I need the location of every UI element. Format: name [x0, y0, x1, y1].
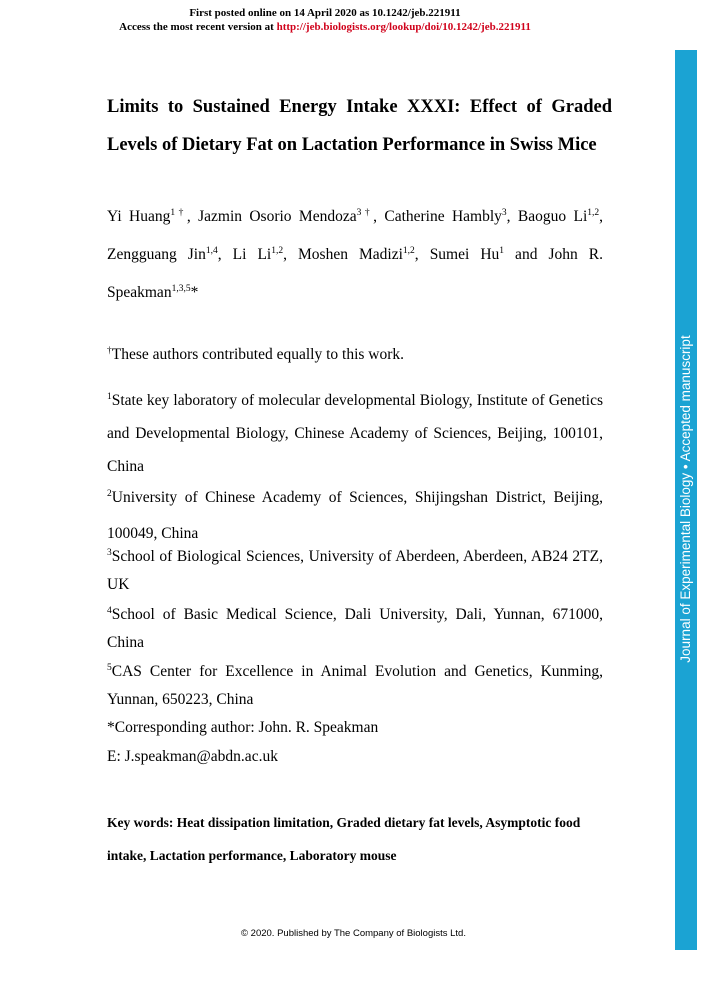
author-separator: ,	[283, 246, 299, 263]
affiliation-2	[107, 480, 603, 552]
affiliation-number: 4	[107, 606, 112, 616]
dagger-mark: †	[107, 346, 112, 356]
author-separator: ,	[186, 208, 199, 225]
author-affiliation-marks: 1,2	[271, 246, 284, 256]
author-name: Li Li	[232, 246, 272, 263]
affiliation-1	[107, 384, 603, 483]
page-header	[0, 6, 650, 34]
author-affiliation-marks: 1,3,5	[171, 284, 191, 294]
author-name: Catherine Hambly	[384, 208, 502, 225]
affiliation-number: 2	[107, 489, 112, 499]
posted-online-line: First posted online on 14 April 2020 as 10.1242/jeb.221911	[189, 7, 461, 19]
author-name: Sumei Hu	[429, 246, 500, 263]
recent-version-line	[0, 20, 650, 34]
affiliation-3	[107, 543, 603, 599]
author-affiliation-marks: 1,2	[402, 246, 415, 256]
author-separator: ,	[373, 208, 385, 225]
author-separator: *	[190, 284, 199, 301]
sidebar-label: Journal of Experimental Biology • Accepted manuscript	[678, 335, 693, 663]
author-affiliation-marks: 3†	[356, 208, 374, 218]
author-affiliation-marks: 1	[499, 246, 505, 256]
affiliation-text: University of Chinese Academy of Sciences, Shijingshan District, Beijing, 100049, China	[107, 489, 603, 542]
author-separator: ,	[217, 246, 233, 263]
affiliation-5	[107, 658, 603, 714]
author-separator: ,	[414, 246, 430, 263]
author-name: Zengguang Jin	[107, 246, 206, 263]
affiliation-number: 3	[107, 548, 112, 558]
author-name: Yi Huang	[107, 208, 171, 225]
author-list	[107, 198, 603, 312]
author-affiliation-marks: 1†	[170, 208, 187, 218]
affiliation-text: State key laboratory of molecular developmental Biology, Institute of Genetics and Developmental Biology, Chinese Academy of Sciences, Beijing, 100101, China	[107, 392, 603, 475]
affiliation-4	[107, 601, 603, 657]
recent-version-prefix: Access the most recent version at	[119, 21, 277, 33]
email-line: E: J.speakman@abdn.ac.uk	[107, 748, 278, 765]
author-affiliation-marks: 1,2	[587, 208, 600, 218]
affiliation-text: School of Biological Sciences, University of Aberdeen, Aberdeen, AB24 2TZ, UK	[107, 548, 603, 593]
corresponding-author: *Corresponding author: John. R. Speakman	[107, 719, 379, 736]
doi-link[interactable]: http://jeb.biologists.org/lookup/doi/10.1242/jeb.221911	[276, 21, 531, 33]
author-name: John R. Speakman	[107, 246, 604, 301]
copyright-footer: © 2020. Published by The Company of Biologists Ltd.	[241, 928, 466, 939]
author-name: Baoguo Li	[517, 208, 588, 225]
author-separator: ,	[599, 208, 604, 225]
affiliation-text: CAS Center for Excellence in Animal Evolution and Genetics, Kunming, Yunnan, 650223, China	[107, 663, 603, 708]
affiliation-number: 1	[107, 392, 112, 402]
equal-contribution-text: These authors contributed equally to this work.	[111, 346, 405, 363]
paper-title: Limits to Sustained Energy Intake XXXI: Effect of Graded Levels of Dietary Fat on Lactation Performance in Swiss Mice	[107, 97, 612, 155]
author-separator: ,	[506, 208, 518, 225]
author-separator: and	[504, 246, 549, 263]
author-affiliation-marks: 3	[501, 208, 507, 218]
author-name: Jazmin Osorio Mendoza	[198, 208, 357, 225]
author-affiliation-marks: 1,4	[205, 246, 218, 256]
affiliation-text: School of Basic Medical Science, Dali University, Dali, Yunnan, 671000, China	[107, 606, 603, 651]
author-name: Moshen Madizi	[298, 246, 403, 263]
affiliation-number: 5	[107, 663, 112, 673]
journal-sidebar	[675, 50, 697, 950]
equal-contribution-note	[107, 346, 404, 364]
keywords: Key words: Heat dissipation limitation, Graded dietary fat levels, Asymptotic food intake, Lactation performance, Laboratory mouse	[107, 815, 581, 863]
